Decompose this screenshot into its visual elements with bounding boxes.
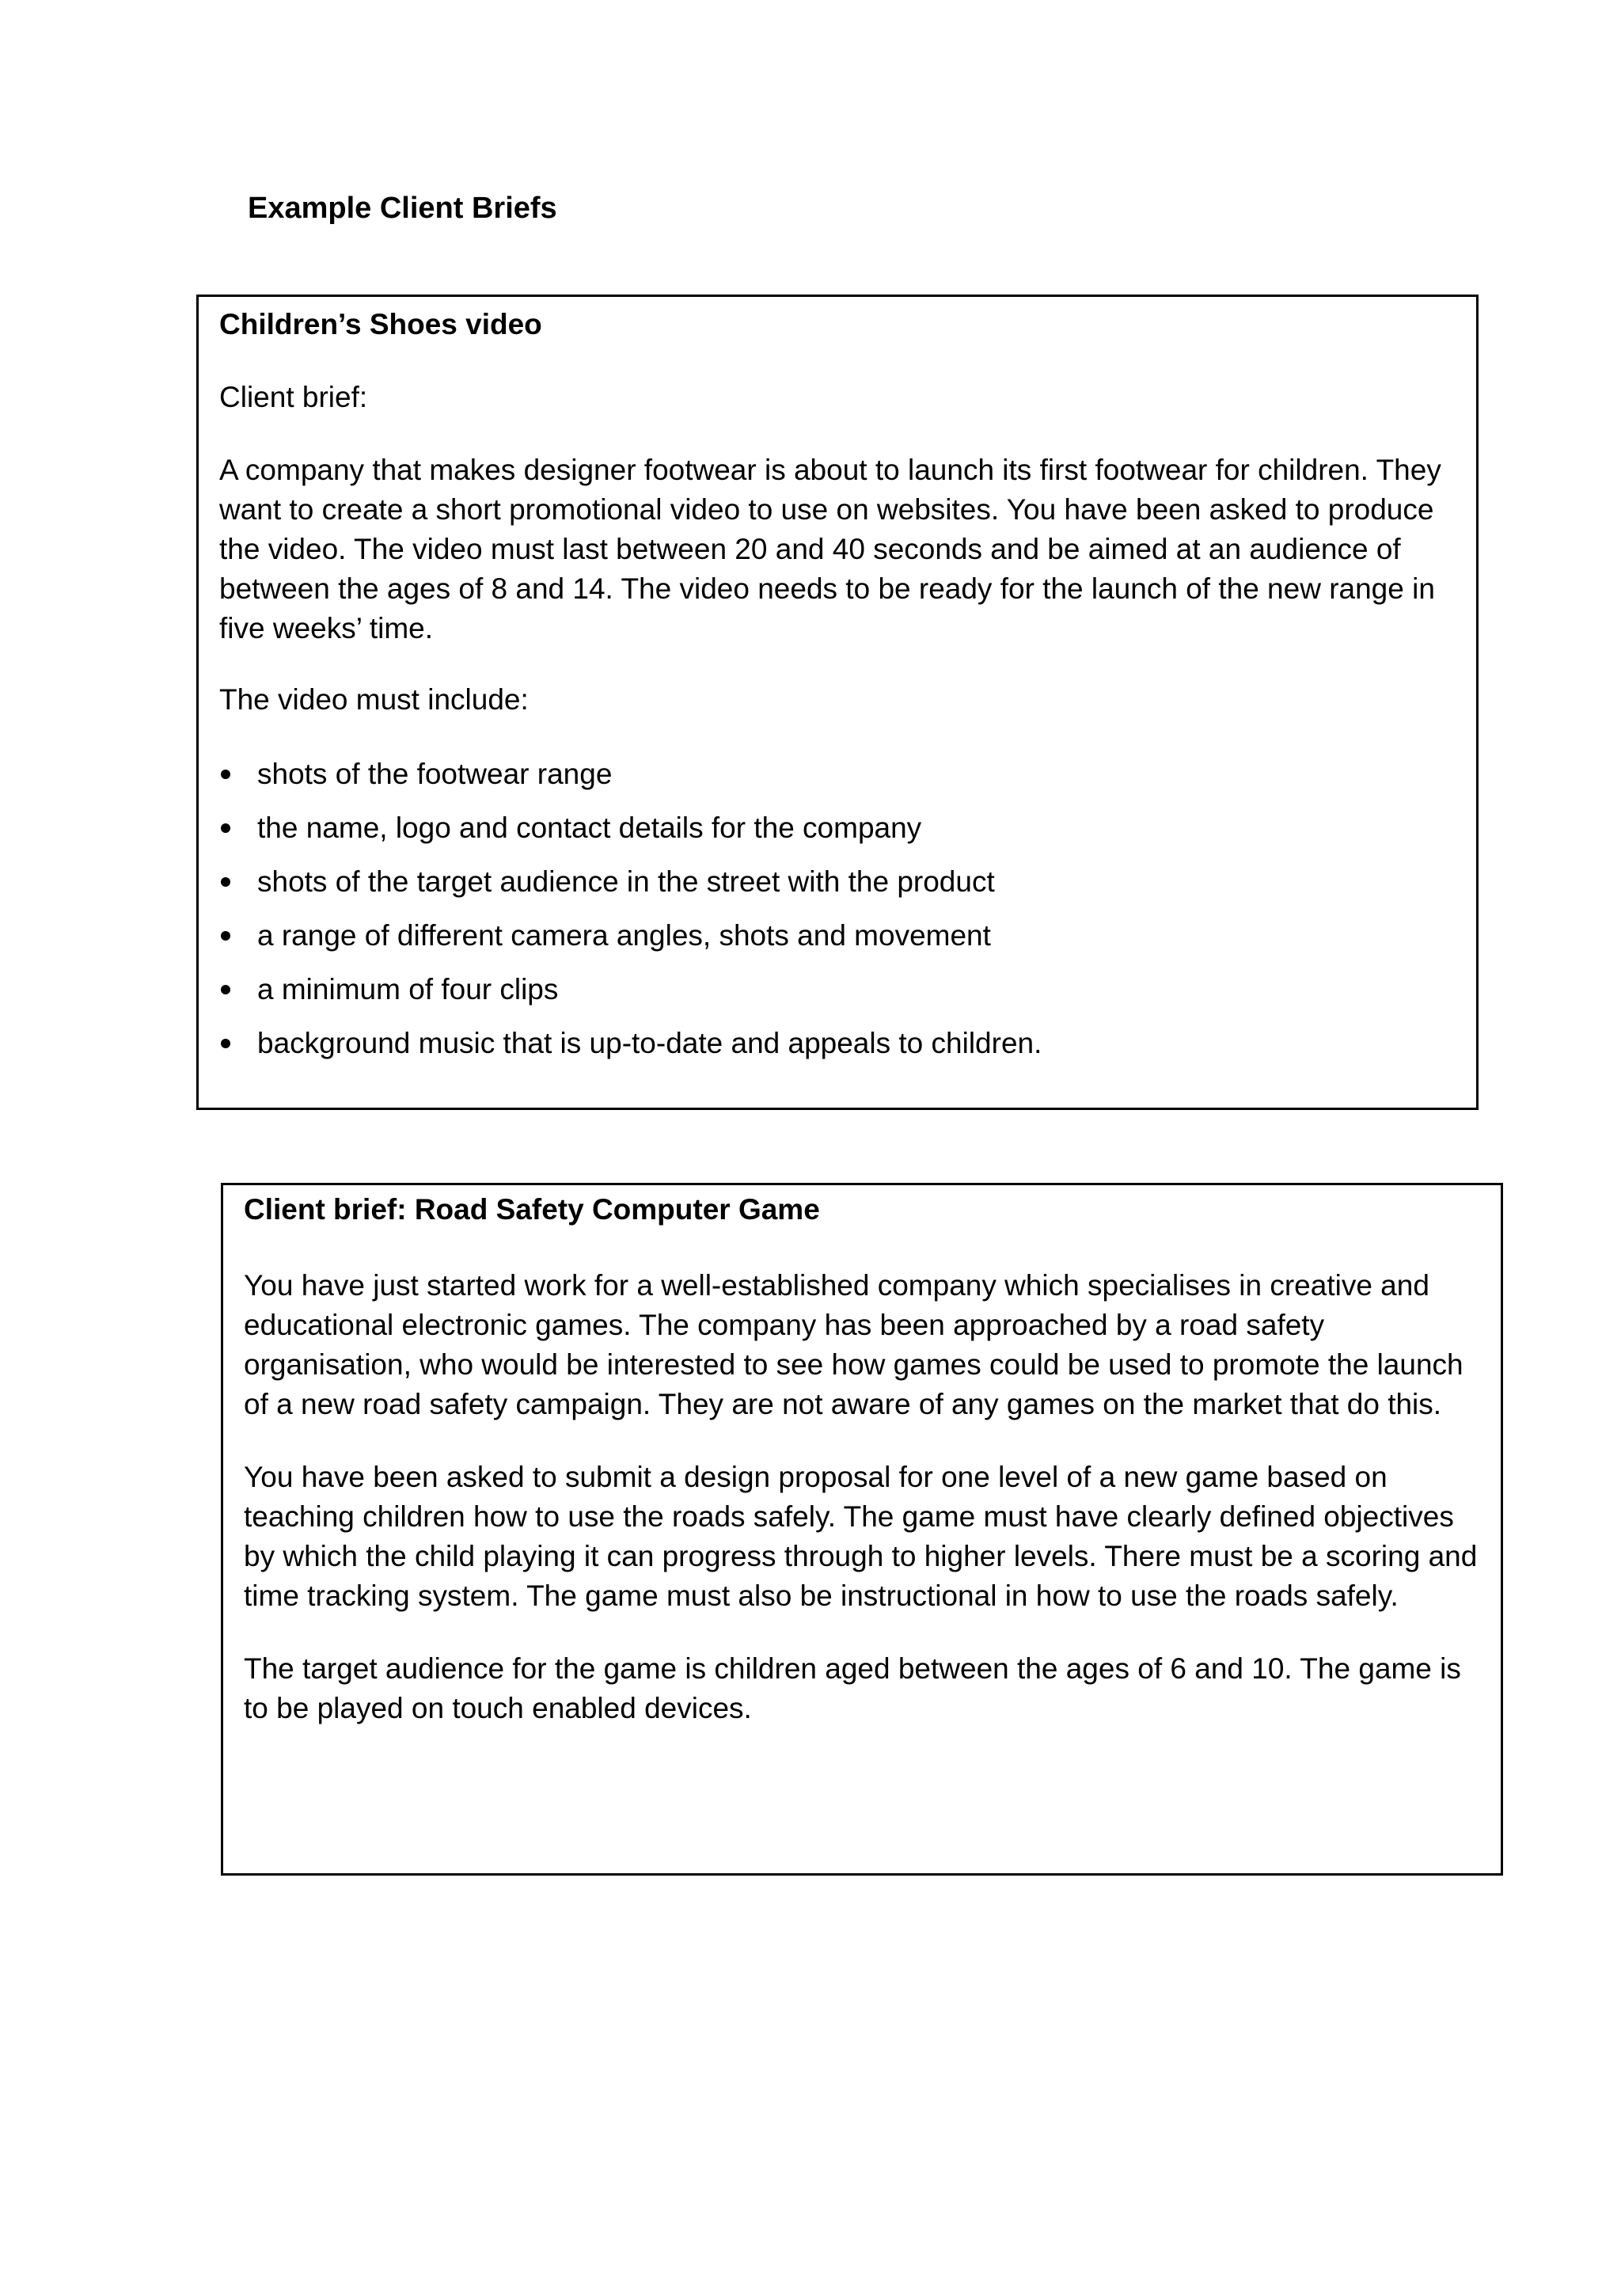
brief-paragraph: A company that makes designer footwear is about to launch its first footwear for children. They want to create a short promotional video to use on websites. You have been asked to produce the video. The video must last between 20 and 40 seconds and be aimed at an audience of between the ages of 8 and 14. The video needs to be ready for the launch of the new range in five weeks’ time. <box>219 454 1441 644</box>
bullet-icon <box>221 823 230 833</box>
brief-title: Client brief: Road Safety Computer Game <box>244 1193 820 1226</box>
list-item <box>219 970 1456 1009</box>
brief-paragraph: You have been asked to submit a design proposal for one level of a new game based on teaching children how to use the roads safely. The game must have clearly defined objectives by which the child playing it can progress through to higher levels. There must be a scoring and time tracking system. The game must also be instructional in how to use the roads safely. <box>244 1461 1478 1612</box>
list-item <box>219 755 1456 794</box>
bullet-icon <box>221 877 230 887</box>
list-item <box>219 1024 1456 1063</box>
page-title: Example Client Briefs <box>248 192 557 225</box>
bullet-icon <box>221 770 230 779</box>
list-item <box>219 862 1456 902</box>
list-item-text: a minimum of four clips <box>257 973 559 1005</box>
brief-label: Client brief: <box>219 381 368 413</box>
list-item-text: shots of the target audience in the street with the product <box>257 865 995 898</box>
list-item <box>219 916 1456 956</box>
list-item-text: the name, logo and contact details for the company <box>257 812 922 844</box>
bullet-icon <box>221 1039 230 1048</box>
brief-paragraph: You have just started work for a well-established company which specialises in creative and educational electronic games. The company has been approached by a road safety organisation, who would be interested to see how games could be used to promote the launch of a new road safety campaign. They are not aware of any games on the market that do this. <box>244 1269 1463 1420</box>
list-item-text: shots of the footwear range <box>257 758 613 790</box>
brief-paragraph: The target audience for the game is children aged between the ages of 6 and 10. The game is to be played on touch enabled devices. <box>244 1652 1461 1724</box>
childrens-shoes-brief-box <box>196 295 1479 1110</box>
list-item-text: a range of different camera angles, shots and movement <box>257 919 991 952</box>
bullet-icon <box>221 985 230 994</box>
brief-paragraph: The video must include: <box>219 683 529 716</box>
list-item <box>219 808 1456 848</box>
requirements-list <box>219 755 1456 1063</box>
brief-title: Children’s Shoes video <box>219 308 542 340</box>
list-item-text: background music that is up-to-date and appeals to children. <box>257 1027 1042 1059</box>
bullet-icon <box>221 931 230 941</box>
road-safety-brief-box <box>221 1183 1503 1876</box>
